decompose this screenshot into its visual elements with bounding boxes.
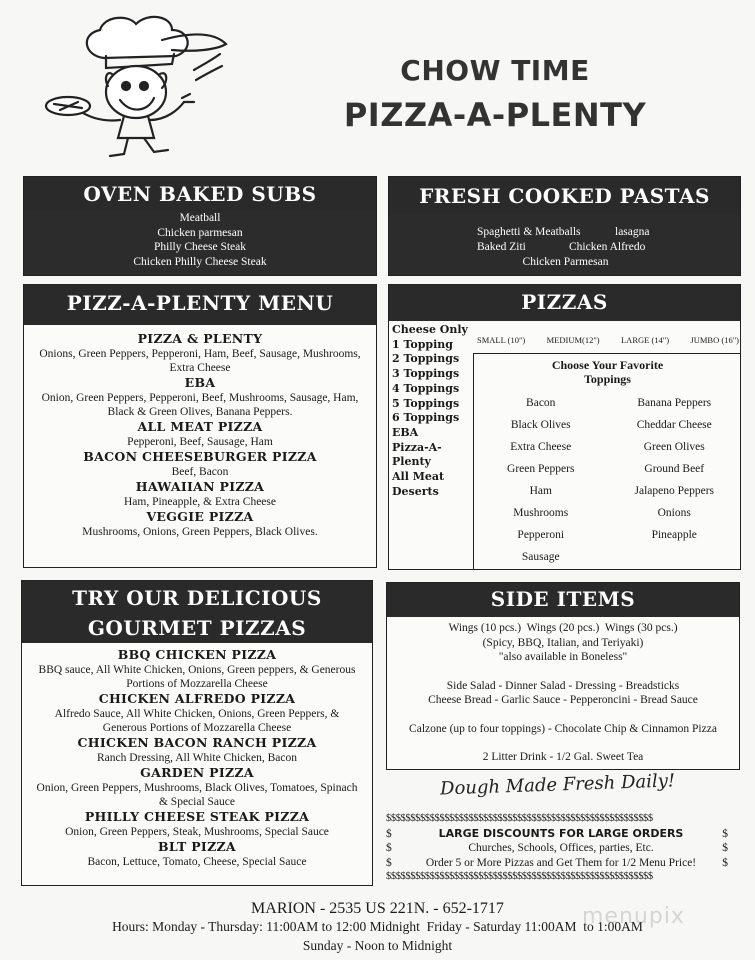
wings-boneless: "also available in Boneless" xyxy=(498,651,628,663)
menu-item-desc: Mushrooms, Onions, Green Peppers, Black Olives. xyxy=(82,526,318,538)
menu-item-desc: Ranch Dressing, All White Chicken, Bacon xyxy=(96,752,298,764)
list-item: Chicken parmesan xyxy=(157,226,243,239)
list-item: Baked Ziti xyxy=(477,241,526,253)
sides-line: Cheese Bread - Garlic Sauce - Pepperoncini - Bread Sauce xyxy=(428,694,698,706)
sides-section xyxy=(386,582,740,770)
dollar-sign: $ xyxy=(722,842,728,854)
topping-item: Jalapeno Peppers xyxy=(634,485,715,497)
topping-item: Green Olives xyxy=(643,441,705,453)
topping-item: Extra Cheese xyxy=(510,441,572,453)
pastas-section xyxy=(388,176,741,276)
topping-item: Pineapple xyxy=(651,529,697,541)
gourmet-section xyxy=(21,580,373,886)
menu-item-name: VEGGIE PIZZA xyxy=(146,509,254,524)
list-item: lasagna xyxy=(615,226,650,238)
chef-logo-illustration xyxy=(44,10,234,160)
dollar-border: $$$$$$$$$$$$$$$$$$$$$$$$$$$$$$$$$$$$$$$$$$$$$$$$$$$$$$$ xyxy=(386,813,653,824)
dollar-sign: $ xyxy=(722,827,728,840)
dough-tagline: Dough Made Fresh Daily! xyxy=(439,770,676,800)
size-label: JUMBO (16") xyxy=(690,335,739,345)
discounts-line2: Order 5 or More Pizzas and Get Them for 1/2 Menu Price! xyxy=(425,856,697,869)
menu-item-name: GARDEN PIZZA xyxy=(140,765,254,780)
menu-item-name: BLT PIZZA xyxy=(158,839,236,854)
list-item: 5 Toppings xyxy=(392,396,460,410)
menu-item-name: PIZZA & PLENTY xyxy=(137,331,263,346)
wings-line: Wings (10 pcs.) Wings (20 pcs.) Wings (30 pcs.) xyxy=(448,622,678,634)
topping-item: Ham xyxy=(529,485,552,497)
topping-item: Onions xyxy=(657,507,691,519)
menu-item-name: HAWAIIAN PIZZA xyxy=(135,479,265,494)
restaurant-tagline: PIZZA-A-PLENTY xyxy=(343,96,647,134)
list-item: All Meat xyxy=(392,470,445,484)
topping-item: Cheddar Cheese xyxy=(636,419,712,431)
list-item: Cheese Only xyxy=(392,323,468,336)
menu-item-name: BACON CHEESEBURGER PIZZA xyxy=(83,449,317,464)
sunday-hours: Sunday - Noon to Midnight xyxy=(302,938,453,953)
subs-section xyxy=(23,176,377,276)
list-item: 3 Toppings xyxy=(392,367,460,381)
gourmet-title xyxy=(22,581,372,643)
toppings-left-column xyxy=(474,392,608,568)
list-item: Philly Cheese Steak xyxy=(154,241,246,253)
menu-item-name: PHILLY CHEESE STEAK PIZZA xyxy=(84,809,310,824)
discounts-block xyxy=(386,812,736,885)
list-item: Deserts xyxy=(392,484,439,498)
size-label: MEDIUM(12") xyxy=(546,335,600,345)
pizza-size-list xyxy=(392,323,474,499)
dollar-sign: $ xyxy=(386,856,392,869)
toppings-title: Choose Your Favorite Toppings xyxy=(551,358,664,386)
sides-line: 2 Litter Drink - 1/2 Gal. Sweet Tea xyxy=(482,751,644,763)
specialty-menu-title: PIZZ-A-PLENTY MENU xyxy=(24,285,376,325)
menu-item-desc: Onion, Green Peppers, Steak, Mushrooms, Special Sauce xyxy=(65,826,329,838)
topping-item: Green Peppers xyxy=(507,463,575,475)
sides-title: SIDE ITEMS xyxy=(387,583,739,617)
pizzas-section xyxy=(388,284,741,570)
sides-line: Calzone (up to four toppings) - Chocolate Chip & Cinnamon Pizza xyxy=(409,722,717,735)
gourmet-title-line1: TRY OUR DELICIOUS xyxy=(72,586,322,610)
subs-title: OVEN BAKED SUBS xyxy=(24,177,376,211)
list-item: 6 Toppings xyxy=(392,411,460,425)
menu-item-desc: Pepperoni, Beef, Sausage, Ham xyxy=(127,436,273,448)
address: MARION - 2535 US 221N. - 652-1717 xyxy=(251,900,504,917)
list-item: 1 Topping xyxy=(392,337,453,351)
size-label: LARGE (14") xyxy=(620,335,670,345)
list-item: Chicken Parmesan xyxy=(522,256,609,268)
menu-item-name: CHICKEN ALFREDO PIZZA xyxy=(98,691,296,706)
list-item: Chicken Philly Cheese Steak xyxy=(133,255,267,268)
topping-item: Mushrooms xyxy=(513,507,569,519)
menu-item-name: BBQ CHICKEN PIZZA xyxy=(117,647,277,662)
specialty-menu-section xyxy=(23,284,377,568)
gourmet-title-line2: GOURMET PIZZAS xyxy=(87,616,307,640)
discounts-line1: Churches, Schools, Offices, parties, Etc. xyxy=(468,842,654,854)
size-label: SMALL (10") xyxy=(477,335,526,345)
list-item: Meatball xyxy=(179,212,221,224)
topping-item: Pepperoni xyxy=(517,529,565,541)
menu-item-name: ALL MEAT PIZZA xyxy=(137,419,263,434)
discounts-title: LARGE DISCOUNTS FOR LARGE ORDERS xyxy=(438,826,684,840)
menu-item-desc: BBQ sauce, All White Chicken, Onions, Green peppers, & Generous Portions of Mozzarella Cheese xyxy=(38,664,356,690)
sides-line: Side Salad - Dinner Salad - Dressing - Breadsticks xyxy=(446,679,680,692)
list-item: 2 Toppings xyxy=(392,352,460,366)
pastas-title: FRESH COOKED PASTAS xyxy=(389,177,740,215)
dollar-sign: $ xyxy=(386,842,392,854)
dollar-sign: $ xyxy=(722,856,728,869)
topping-item: Black Olives xyxy=(510,419,571,431)
topping-item: Banana Peppers xyxy=(637,397,712,409)
list-item: EBA xyxy=(392,425,419,439)
dollar-sign: $ xyxy=(386,827,392,840)
subs-list xyxy=(24,211,376,269)
watermark: menupix xyxy=(582,904,685,929)
menu-item-desc: Bacon, Lettuce, Tomato, Cheese, Special Sauce xyxy=(87,856,307,868)
list-item: Spaghetti & Meatballs xyxy=(477,226,581,238)
pizzas-title: PIZZAS xyxy=(389,285,740,321)
toppings-box xyxy=(473,353,741,569)
menu-item-desc: Onion, Green Peppers, Mushrooms, Black Olives, Tomatoes, Spinach & Special Sauce xyxy=(36,782,358,808)
list-item: Pizza-A-Plenty xyxy=(392,440,442,469)
menu-item-desc: Onion, Green Peppers, Pepperoni, Beef, Mushrooms, Sausage, Ham, Black & Green Olives, Banana Peppers. xyxy=(41,392,359,418)
menu-item-name: EBA xyxy=(184,375,216,390)
hours: Hours: Monday - Thursday: 11:00AM to 12:00 Midnight Friday - Saturday 11:00AM to 1:00AM xyxy=(112,919,643,934)
menu-item-desc: Beef, Bacon xyxy=(171,466,229,478)
list-item: Chicken Alfredo xyxy=(569,241,646,253)
pizza-sizes-header xyxy=(477,335,739,345)
topping-item: Bacon xyxy=(526,397,556,409)
menu-item-desc: Ham, Pineapple, & Extra Cheese xyxy=(123,496,276,508)
wings-flavors: (Spicy, BBQ, Italian, and Teriyaki) xyxy=(482,636,644,649)
menu-item-desc: Alfredo Sauce, All White Chicken, Onions, Green Peppers, & Generous Portions of Mozzarella Cheese xyxy=(54,708,340,734)
menu-item-desc: Onions, Green Peppers, Pepperoni, Ham, Beef, Sausage, Mushrooms, Extra Cheese xyxy=(39,348,361,374)
list-item: 4 Toppings xyxy=(392,381,460,395)
restaurant-name: CHOW TIME xyxy=(400,54,590,87)
dollar-border: $$$$$$$$$$$$$$$$$$$$$$$$$$$$$$$$$$$$$$$$$$$$$$$$$$$$$$$ xyxy=(386,871,653,882)
menu-item-name: CHICKEN BACON RANCH PIZZA xyxy=(77,735,317,750)
topping-item: Sausage xyxy=(521,551,560,563)
topping-item: Ground Beef xyxy=(644,463,705,475)
toppings-right-column xyxy=(608,392,742,568)
